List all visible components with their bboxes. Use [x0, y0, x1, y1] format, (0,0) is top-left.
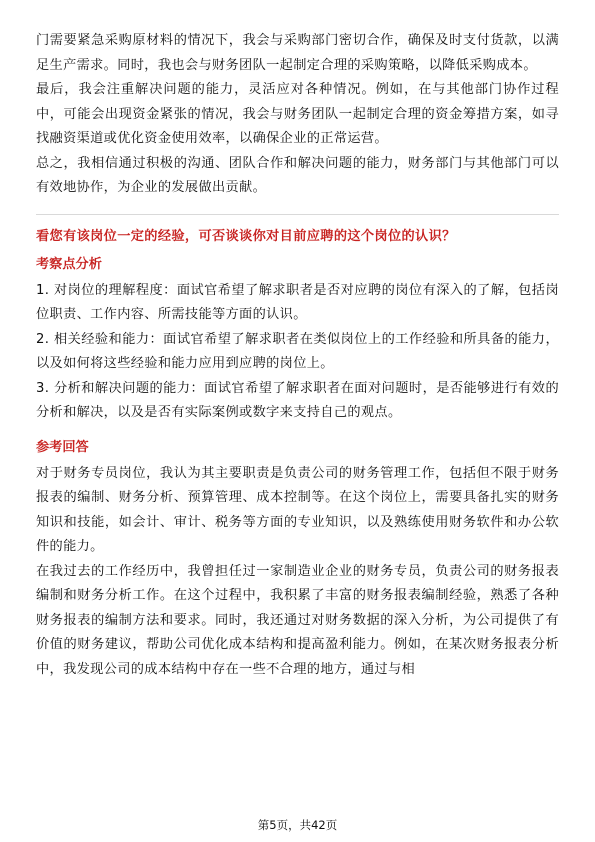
analysis-item-1: 1. 对岗位的理解程度：面试官希望了解求职者是否对应聘的岗位有深入的了解，包括岗位职责、工作内容、所需技能等方面的认识。: [36, 282, 559, 322]
intro-paragraph-3: 总之，我相信通过积极的沟通、团队合作和解决问题的能力，财务部门与其他部门可以有效地协作，为企业的发展做出贡献。: [36, 155, 559, 195]
document-page: [36, 29, 559, 682]
answer-paragraph-1: 对于财务专员岗位，我认为其主要职责是负责公司的财务管理工作，包括但不限于财务报表的编制、财务分析、预算管理、成本控制等。在这个岗位上，需要具备扎实的财务知识和技能，如会计、审计、税务等方面的专业知识，以及熟练使用财务软件和办公软件的能力。: [36, 465, 559, 554]
section-divider: [36, 214, 559, 215]
section-gap: [36, 426, 559, 434]
interview-question: 看您有该岗位一定的经验，可否谈谈你对目前应聘的这个岗位的认识？: [36, 228, 456, 244]
intro-paragraph-1: 门需要紧急采购原材料的情况下，我会与采购部门密切合作，确保及时支付货款，以满足生产需求。同时，我也会与财务团队一起制定合理的采购策略，以降低采购成本。: [36, 33, 559, 73]
analysis-item-2: 2. 相关经验和能力：面试官希望了解求职者在类似岗位上的工作经验和所具备的能力，以及如何将这些经验和能力应用到应聘的岗位上。: [36, 331, 559, 371]
answer-heading: 参考回答: [36, 439, 89, 455]
analysis-heading: 考察点分析: [36, 256, 102, 272]
answer-paragraph-2: 在我过去的工作经历中，我曾担任过一家制造业企业的财务专员，负责公司的财务报表编制和财务分析工作。在这个过程中，我积累了丰富的财务报表编制经验，熟悉了各种财务报表的编制方法和要求。同时，我还通过对财务数据的深入分析，为公司提供了有价值的财务建议，帮助公司优化成本结构和提高盈利能力。例如，在某次财务报表分析中，我发现公司的成本结构中存在一些不合理的地方，通过与相: [36, 563, 559, 677]
intro-paragraph-2: 最后，我会注重解决问题的能力，灵活应对各种情况。例如，在与其他部门协作过程中，可能会出现资金紧张的情况，我会与财务团队一起制定合理的资金筹措方案，如寻找融资渠道或优化资金使用效率，以确保企业的正常运营。: [36, 82, 559, 146]
page-number-footer: 第5页，共42页: [257, 818, 338, 832]
analysis-item-3: 3. 分析和解决问题的能力：面试官希望了解求职者在面对问题时，是否能够进行有效的分析和解决，以及是否有实际案例或数字来支持自己的观点。: [36, 380, 559, 420]
